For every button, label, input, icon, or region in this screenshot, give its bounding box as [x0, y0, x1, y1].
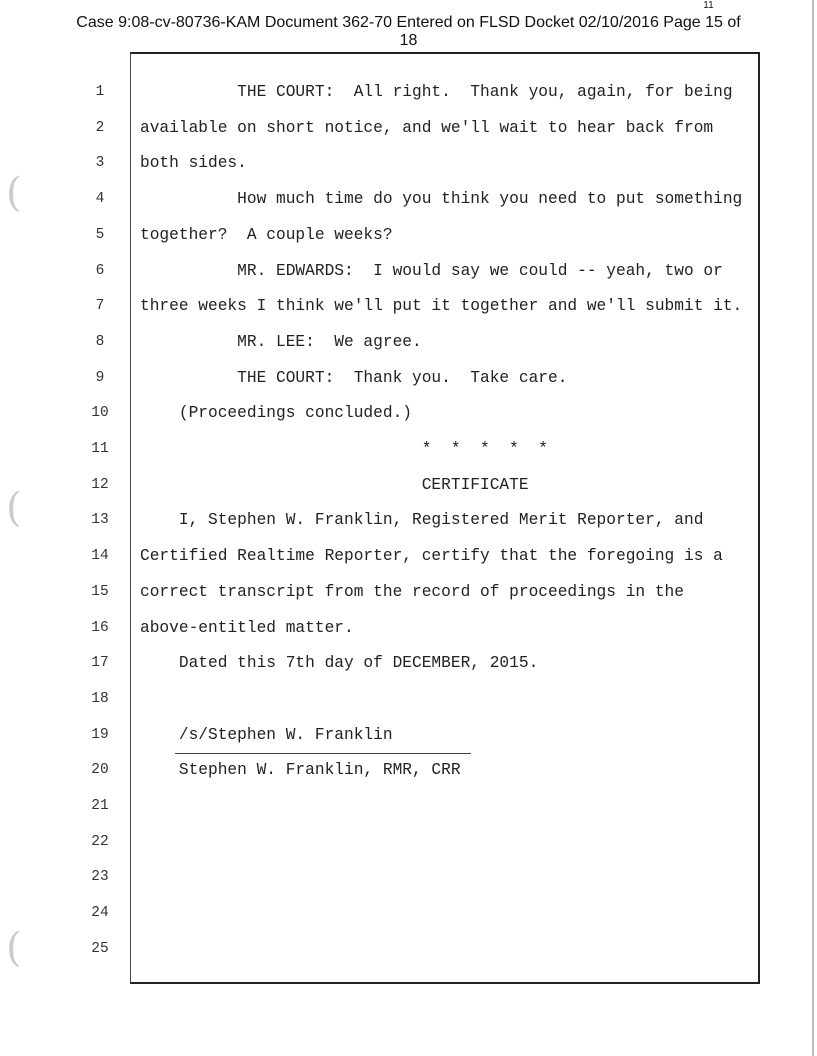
line-number: 12 — [91, 476, 109, 493]
transcript-line: together? A couple weeks? — [140, 225, 393, 244]
transcript-line: I, Stephen W. Franklin, Registered Merit Reporter, and — [140, 511, 704, 530]
transcript-line: MR. EDWARDS: I would say we could -- yeah, two or — [140, 261, 723, 280]
docket-header — [0, 0, 817, 50]
hole-punch-mark: ( — [6, 485, 22, 531]
line-number: 19 — [91, 726, 109, 743]
transcript-line: MR. LEE: We agree. — [140, 332, 422, 351]
line-number: 6 — [95, 262, 105, 279]
signature-line — [175, 753, 471, 754]
line-number: 18 — [91, 690, 109, 707]
hole-punch-mark: ( — [6, 925, 22, 971]
transcript-line: Certified Realtime Reporter, certify that the foregoing is a — [140, 547, 723, 566]
transcript-line: correct transcript from the record of proceedings in the — [140, 582, 684, 601]
line-number: 14 — [91, 548, 109, 565]
line-number: 1 — [95, 84, 105, 100]
hole-punch-mark: ( — [6, 170, 22, 216]
line-number: 21 — [91, 798, 109, 814]
transcript-line: above-entitled matter. — [140, 618, 354, 637]
line-number: 3 — [95, 155, 105, 172]
docket-header-line1: Case 9:08-cv-80736-KAM Document 362-70 Entered on FLSD Docket 02/10/2016 — [76, 14, 664, 31]
page-label: Page 15 of — [663, 14, 741, 31]
transcript-line: CERTIFICATE — [140, 475, 529, 494]
line-number: 25 — [91, 940, 109, 957]
transcript-line: both sides. — [140, 154, 247, 173]
transcript-line: How much time do you think you need to put something — [140, 190, 743, 209]
line-number: 7 — [95, 298, 105, 315]
page-edge — [812, 0, 814, 1056]
transcript-line: (Proceedings concluded.) — [140, 404, 412, 423]
line-number: 11 — [91, 441, 109, 457]
transcript-page-number: 11 — [703, 0, 714, 11]
line-number: 2 — [95, 119, 105, 136]
line-number: 22 — [91, 833, 109, 850]
transcript-line: * * * * * — [140, 440, 548, 458]
transcript-line: THE COURT: All right. Thank you, again, for being — [140, 83, 733, 101]
line-number: 4 — [95, 191, 105, 208]
line-number: 20 — [91, 762, 109, 779]
line-number: 17 — [91, 655, 109, 672]
transcript-line: available on short notice, and we'll wait to hear back from — [140, 118, 714, 137]
line-number: 24 — [91, 905, 109, 922]
line-number: 9 — [95, 369, 105, 386]
line-number: 13 — [91, 512, 109, 529]
transcript-line: THE COURT: Thank you. Take care. — [140, 368, 568, 387]
line-number: 23 — [91, 869, 109, 886]
transcript-line: three weeks I think we'll put it together and we'll submit it. — [140, 297, 743, 316]
line-number: 5 — [95, 226, 105, 243]
transcript-line: Dated this 7th day of DECEMBER, 2015. — [140, 654, 539, 673]
line-number: 16 — [91, 619, 109, 636]
line-number: 8 — [95, 333, 105, 350]
line-number: 15 — [91, 583, 109, 600]
line-number: 10 — [91, 405, 109, 422]
docket-header-line2: 18 — [399, 32, 418, 49]
transcript-line: /s/Stephen W. Franklin — [140, 725, 393, 744]
transcript-line: Stephen W. Franklin, RMR, CRR — [140, 761, 461, 780]
